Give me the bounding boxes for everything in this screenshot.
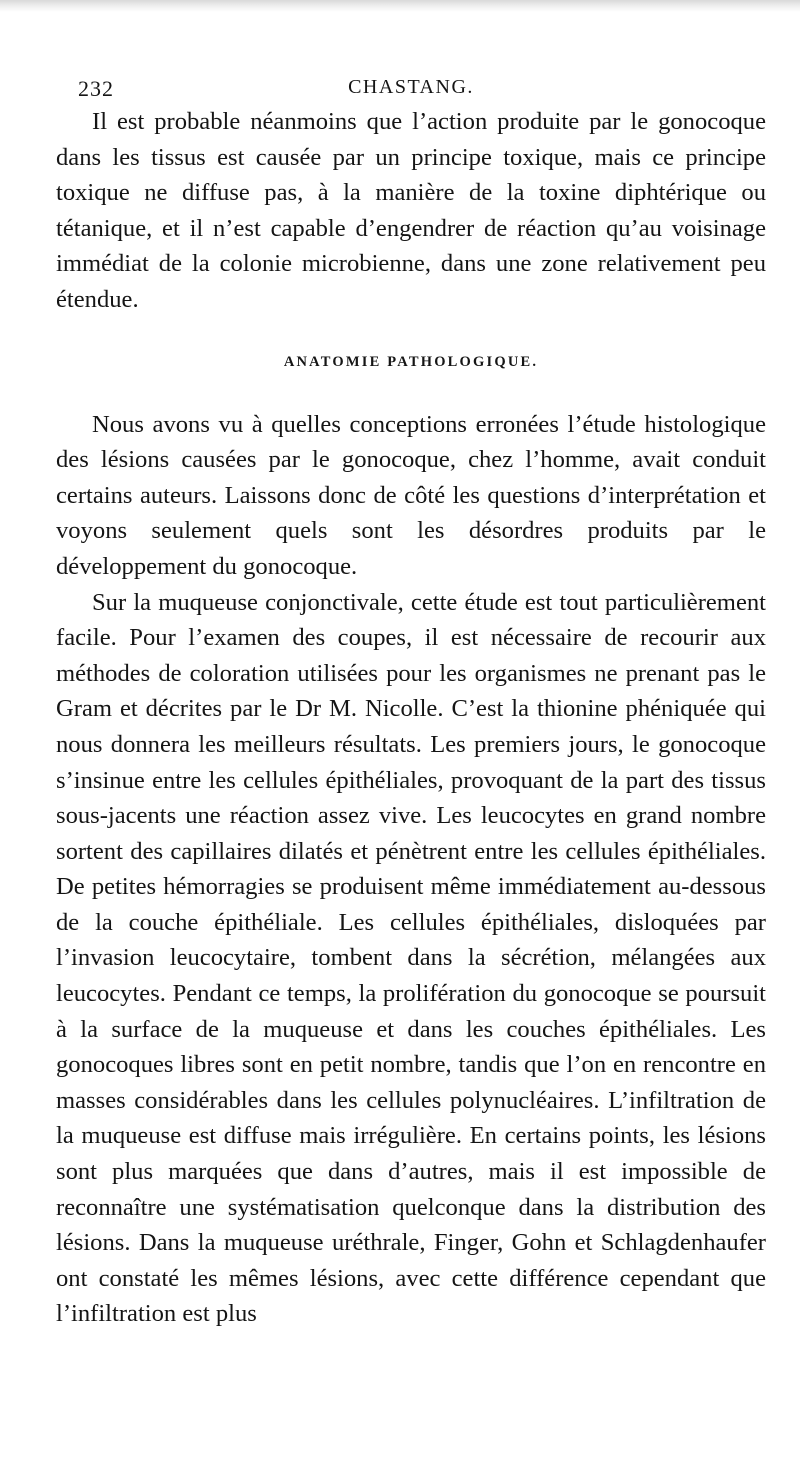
running-title: CHASTANG. (348, 76, 474, 98)
intro-paragraph: Il est probable néanmoins que l’action produite par le gonocoque dans les tissus est causée par un principe toxique, mais ce principe toxique ne diffuse pas, à la manière de la toxine diphtérique ou tétanique, et il n’est capable d’engendrer de réaction qu’au voisinage immédiat de la colonie microbienne, dans une zone relativement peu étendue. (56, 108, 766, 313)
page-number: 232 (78, 76, 114, 101)
book-page (56, 70, 766, 1332)
paragraph-2: Sur la muqueuse conjonctivale, cette étude est tout particulièrement facile. Pour l’examen des coupes, il est nécessaire de recourir aux méthodes de coloration utilisées pour les organismes ne prenant pas le Gram et décrites par le Dr M. Nicolle. C’est la thionine phéniquée qui nous donnera les meilleurs résultats. Les premiers jours, le gonocoque s’insinue entre les cellules épithéliales, provoquant de la part des tissus sous-jacents une réaction assez vive. Les leucocytes en grand nombre sortent des capillaires dilatés et pénètrent entre les cellules épithéliales. De petites hémorragies se produisent même immédiatement au-dessous de la couche épithéliale. Les cellules épithéliales, disloquées par l’invasion leucocytaire, tombent dans la sécrétion, mélangées aux leucocytes. Pendant ce temps, la prolifération du gonocoque se poursuit à la surface de la muqueuse et dans les couches épithéliales. Les gonocoques libres sont en petit nombre, tandis que l’on en rencontre en masses considérables dans les cellules polynucléaires. L’infiltration de la muqueuse est diffuse mais irrégulière. En certains points, les lésions sont plus marquées que dans d’autres, mais il est impossible de reconnaître une systématisation quelconque dans la distribution des lésions. Dans la muqueuse uréthrale, Finger, Gohn et Schlagdenhaufer ont constaté les mêmes lésions, avec cette différence cependant que l’infiltration est plus (56, 588, 766, 1328)
scan-top-edge (0, 0, 800, 12)
running-header (56, 70, 766, 104)
section-heading: ANATOMIE PATHOLOGIQUE. (283, 353, 539, 370)
paragraph-1: Nous avons vu à quelles conceptions erronées l’étude histologique des lésions causées par le gonocoque, chez l’homme, avait conduit certains auteurs. Laissons donc de côté les questions d’interprétation et voyons seulement quels sont les désordres produits par le développement du gonocoque. (56, 410, 766, 580)
